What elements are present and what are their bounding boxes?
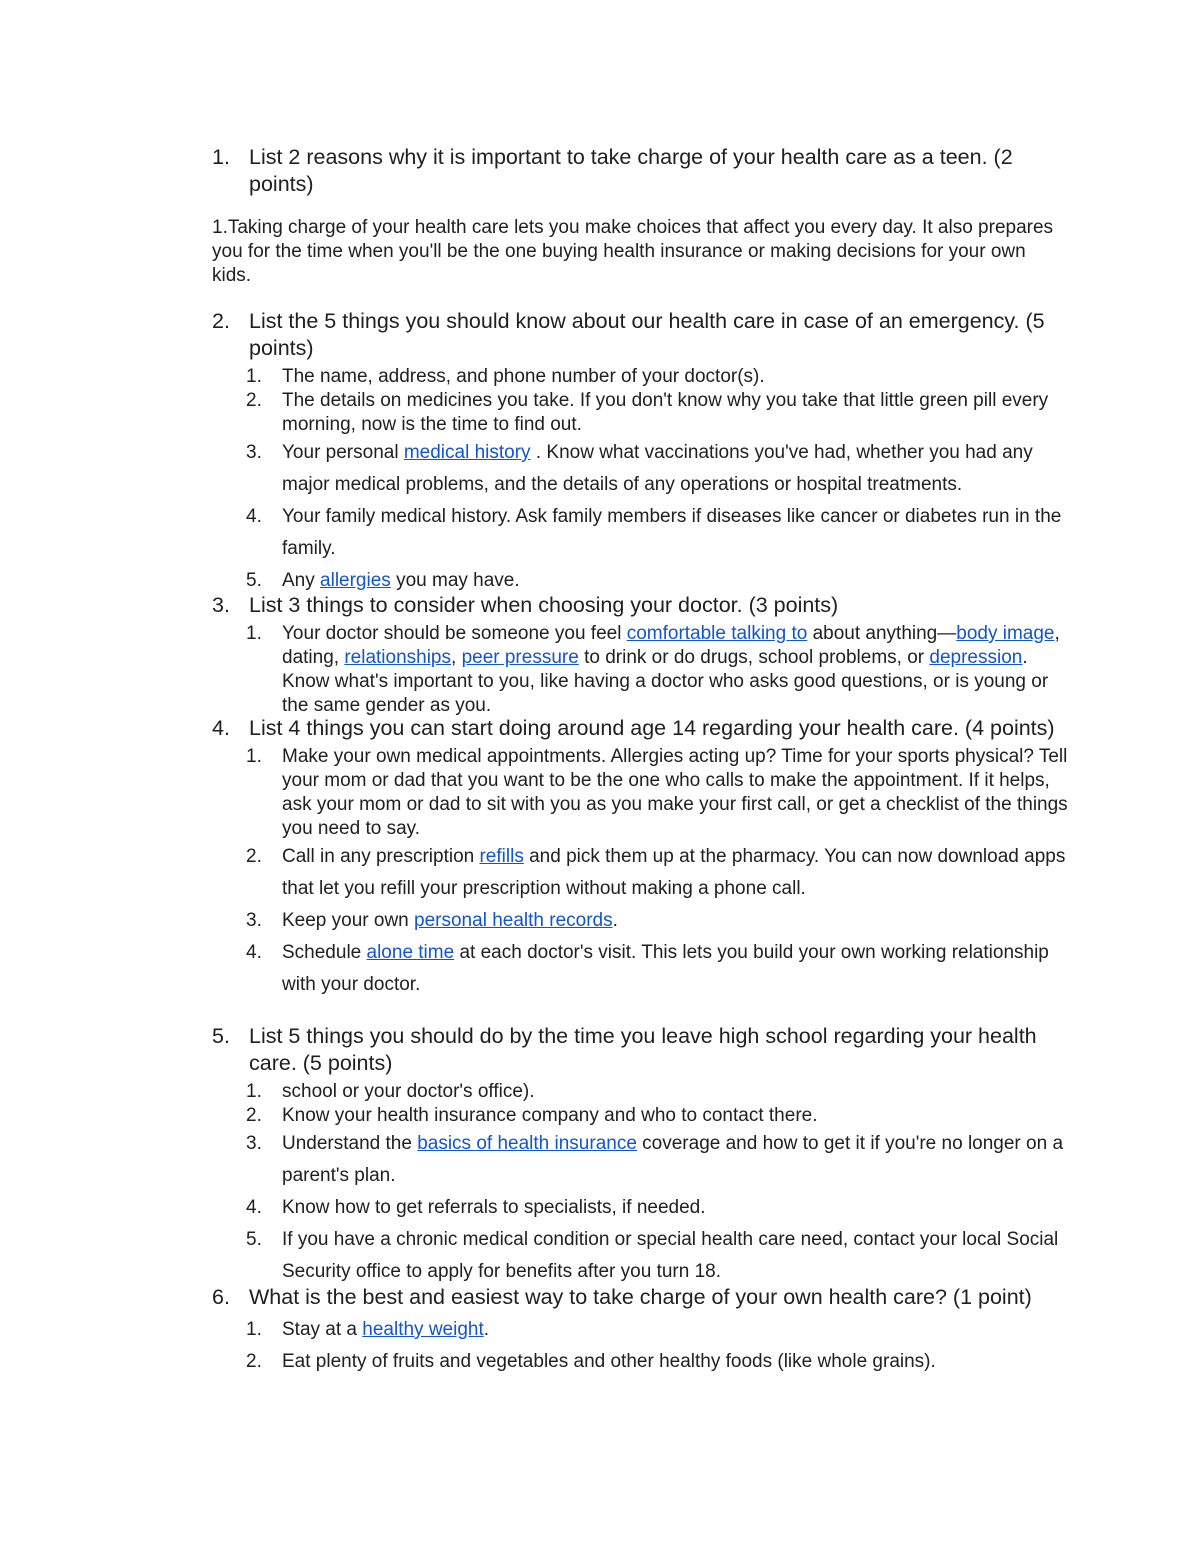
item-text-part: coverage and how to get it if you're no longer on a parent's plan. bbox=[282, 1133, 1064, 1186]
comfortable-talking-to-link[interactable]: comfortable talking to bbox=[626, 623, 808, 644]
list-item bbox=[246, 622, 1072, 718]
question-text: List the 5 things you should know about our health care in case of an emergency. (5 points) bbox=[249, 309, 1045, 360]
item-text-part: Call in any prescription bbox=[282, 846, 480, 867]
item-text-part: , bbox=[451, 647, 462, 668]
question-number: 5. bbox=[212, 1024, 230, 1048]
item-number: 1. bbox=[246, 746, 262, 767]
item-text-part: Your doctor should be someone you feel bbox=[282, 623, 627, 644]
question-text: What is the best and easiest way to take charge of your own health care? (1 point) bbox=[249, 1285, 1032, 1309]
list-item bbox=[246, 1080, 1072, 1104]
item-text-part: at each doctor's visit. This lets you build your own working relationship with your doctor. bbox=[282, 942, 1049, 995]
item-number: 3. bbox=[246, 442, 262, 463]
item-number: 2. bbox=[246, 1105, 262, 1126]
item-text-part: Keep your own bbox=[282, 910, 415, 931]
item-text-part: to drink or do drugs, school problems, or bbox=[578, 647, 930, 668]
list-item bbox=[246, 365, 1072, 389]
question-number: 2. bbox=[212, 309, 230, 333]
item-text: Eat plenty of fruits and vegetables and other healthy foods (like whole grains). bbox=[282, 1351, 936, 1372]
item-text: The name, address, and phone number of your doctor(s). bbox=[282, 366, 765, 387]
item-text: school or your doctor's office). bbox=[282, 1081, 535, 1102]
item-number: 4. bbox=[246, 506, 262, 527]
answer-paragraph: 1.Taking charge of your health care lets you make choices that affect you every day. It also prepares you for the time when you'll be the one buying health insurance or making decisions for your own kids. bbox=[212, 217, 1054, 286]
question-text: List 4 things you can start doing around age 14 regarding your health care. (4 points) bbox=[249, 716, 1055, 740]
item-number: 1. bbox=[246, 623, 262, 644]
item-number: 1. bbox=[246, 366, 262, 387]
item-text: The details on medicines you take. If you don't know why you take that little green pill every morning, now is the time to find out. bbox=[282, 390, 1049, 435]
relationships-link[interactable]: relationships bbox=[344, 647, 451, 668]
personal-health-records-link[interactable]: personal health records bbox=[414, 910, 613, 931]
item-text-part: . Know what vaccinations you've had, whether you had any major medical problems, and the details of any operations or hospital treatments. bbox=[282, 442, 1033, 495]
list-item bbox=[246, 1314, 1072, 1346]
item-text: Know your health insurance company and who to contact there. bbox=[282, 1105, 818, 1126]
question-3 bbox=[212, 592, 1072, 718]
item-text bbox=[282, 937, 1072, 1001]
item-text-part: Your personal bbox=[282, 442, 404, 463]
body-image-link[interactable]: body image bbox=[956, 623, 1055, 644]
list-item bbox=[246, 1104, 1072, 1128]
answer-list bbox=[212, 745, 1072, 1001]
item-text-part: , dating, bbox=[282, 623, 1060, 668]
item-text bbox=[282, 1128, 1072, 1192]
question-4 bbox=[212, 715, 1072, 1001]
item-number: 1. bbox=[246, 1319, 262, 1340]
list-item bbox=[246, 1128, 1072, 1192]
healthy-weight-link[interactable]: healthy weight bbox=[362, 1319, 484, 1340]
item-number: 2. bbox=[246, 390, 262, 411]
item-number: 3. bbox=[246, 1133, 262, 1154]
item-text-part: you may have. bbox=[390, 570, 520, 591]
question-number: 3. bbox=[212, 593, 230, 617]
refills-link[interactable]: refills bbox=[479, 846, 524, 867]
item-number: 2. bbox=[246, 1351, 262, 1372]
depression-link[interactable]: depression bbox=[929, 647, 1023, 668]
list-item bbox=[246, 437, 1072, 501]
alone-time-link[interactable]: alone time bbox=[366, 942, 455, 963]
answer-list bbox=[212, 622, 1072, 718]
item-text-part: about anything— bbox=[807, 623, 957, 644]
item-text bbox=[282, 905, 1072, 937]
item-text bbox=[282, 1314, 1072, 1346]
question-text: List 3 things to consider when choosing your doctor. (3 points) bbox=[249, 593, 839, 617]
question-1 bbox=[212, 144, 1072, 198]
list-item bbox=[246, 389, 1072, 437]
answer-list bbox=[212, 1314, 1072, 1378]
list-item bbox=[246, 501, 1072, 565]
list-item bbox=[246, 841, 1072, 905]
question-2 bbox=[212, 308, 1072, 597]
question-number: 4. bbox=[212, 716, 230, 740]
list-item bbox=[246, 745, 1072, 841]
item-text-part: . bbox=[612, 910, 618, 931]
question-number: 6. bbox=[212, 1285, 230, 1309]
item-text-part: Schedule bbox=[282, 942, 367, 963]
item-text-part: and pick them up at the pharmacy. You can now download apps that let you refill your prescription without making a phone call. bbox=[282, 846, 1066, 899]
list-item bbox=[246, 1192, 1072, 1224]
item-text bbox=[282, 622, 1072, 718]
item-text-part: . bbox=[483, 1319, 490, 1340]
item-text: Make your own medical appointments. Allergies acting up? Time for your sports physical? Tell your mom or dad that you want to be the one who calls to make the appointment. If it helps, ask your mom or dad to sit with you as you make your first call, or get a checklist of the things you need to say. bbox=[282, 746, 1068, 839]
item-text bbox=[282, 437, 1072, 501]
question-text: List 5 things you should do by the time you leave high school regarding your health care. (5 points) bbox=[249, 1024, 1037, 1075]
item-number: 4. bbox=[246, 942, 262, 963]
list-item bbox=[246, 1346, 1072, 1378]
item-text bbox=[282, 841, 1072, 905]
question-text: List 2 reasons why it is important to take charge of your health care as a teen. (2 points) bbox=[249, 145, 1013, 196]
item-number: 1. bbox=[246, 1081, 262, 1102]
question-5 bbox=[212, 1023, 1072, 1288]
item-number: 5. bbox=[246, 570, 262, 591]
item-number: 4. bbox=[246, 1197, 262, 1218]
question-6 bbox=[212, 1284, 1072, 1378]
peer-pressure-link[interactable]: peer pressure bbox=[461, 647, 579, 668]
item-text: Know how to get referrals to specialists, if needed. bbox=[282, 1197, 706, 1218]
list-item bbox=[246, 905, 1072, 937]
item-text-part: . Know what's important to you, like having a doctor who asks good questions, or is young or the same gender as you. bbox=[282, 647, 1049, 716]
item-number: 3. bbox=[246, 910, 262, 931]
medical-history-link[interactable]: medical history bbox=[403, 442, 531, 463]
answer-list bbox=[212, 365, 1072, 597]
item-number: 2. bbox=[246, 846, 262, 867]
item-number: 5. bbox=[246, 1229, 262, 1250]
item-text-part: Stay at a bbox=[282, 1319, 363, 1340]
item-text: If you have a chronic medical condition or special health care need, contact your local Social Security office to apply for benefits after you turn 18. bbox=[282, 1229, 1059, 1282]
list-item bbox=[246, 1224, 1072, 1288]
item-text-part: Understand the bbox=[282, 1133, 418, 1154]
basics-of-health-insurance-link[interactable]: basics of health insurance bbox=[417, 1133, 637, 1154]
item-text-part: Any bbox=[282, 570, 321, 591]
answer-list bbox=[212, 1080, 1072, 1288]
allergies-link[interactable]: allergies bbox=[320, 570, 391, 591]
list-item bbox=[246, 937, 1072, 1001]
question-number: 1. bbox=[212, 145, 230, 169]
item-text: Your family medical history. Ask family members if diseases like cancer or diabetes run in the family. bbox=[282, 506, 1062, 559]
